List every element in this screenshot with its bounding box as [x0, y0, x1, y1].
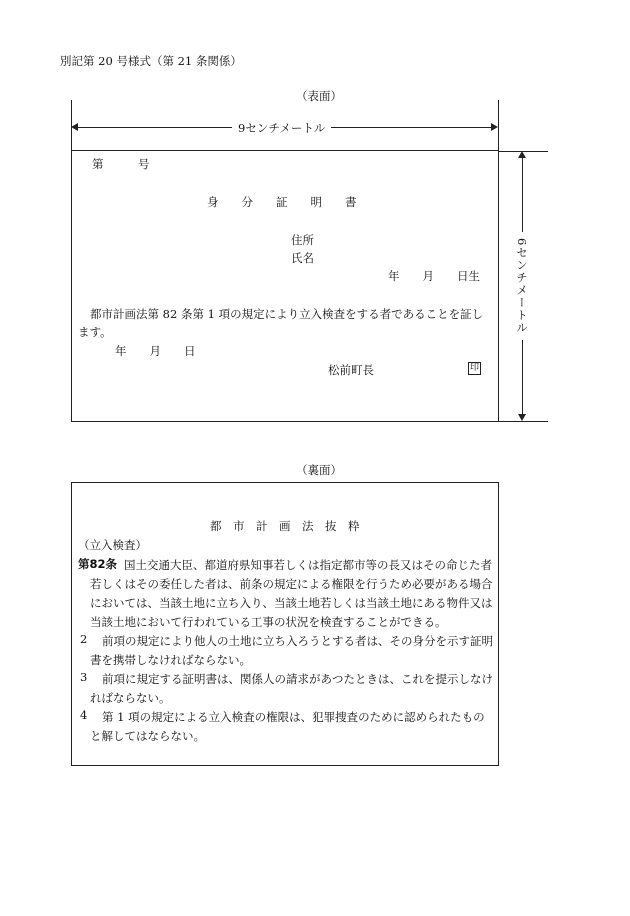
width-dimension-label: 9センチメートル: [232, 120, 331, 136]
front-side-label: （表面）: [296, 89, 342, 103]
section-heading: （立入検査）: [78, 538, 147, 552]
clause-4-text: 第 1 項の規定による立入検査の権限は、犯罪捜査のために認められたものと解してはならない。: [90, 710, 485, 743]
issuer-label: 松前町長: [328, 363, 374, 377]
address-label: 住所: [291, 233, 314, 247]
issue-date-label: 年 月 日: [115, 344, 196, 358]
height-dimension-label: 6センチメートル: [514, 232, 530, 340]
id-card-front: [71, 150, 499, 422]
name-label: 氏名: [291, 251, 314, 265]
statement-line-2: ます。: [78, 325, 112, 339]
height-dimension-bottom-tick: [498, 421, 548, 422]
seal-stamp: 印: [469, 363, 479, 373]
card-title: 身 分 証 明 書: [207, 195, 357, 209]
card-number-label: 第 号: [92, 157, 150, 171]
birth-date-label: 年 月 日生: [388, 269, 480, 283]
clause-2-text: 前項の規定により他人の土地に立ち入ろうとする者は、その身分を示す証明書を携帯しなければならない。: [90, 634, 493, 667]
clause-2-number: 2: [80, 632, 88, 646]
clause-4-number: 4: [80, 708, 88, 722]
statement-line-1: 都市計画法第 82 条第 1 項の規定により立入検査をする者であることを証し: [90, 307, 484, 321]
height-arrow-up-icon: [518, 151, 526, 158]
width-arrow-right-icon: [491, 123, 498, 131]
width-arrow-left-icon: [71, 123, 78, 131]
back-side-label: （裏面）: [296, 463, 342, 477]
article-label: 第82条: [78, 557, 118, 571]
article-82-text: 国土交通大臣、都道府県知事若しくは指定都市等の長又はその命じた者若しくはその委任した者は、前条の規定による権限を行うため必要がある場合においては、当該土地に立ち入り、当該土地若しくは当該土地にある物件又は当該土地において行われている工事の状況を検査することができる。: [90, 558, 493, 629]
width-dimension-right-tick: [498, 100, 499, 150]
clause-3-number: 3: [80, 670, 88, 684]
height-arrow-down-icon: [518, 414, 526, 421]
clause-3-text: 前項に規定する証明書は、関係人の請求があつたときは、これを提示しなければならない。: [90, 672, 493, 705]
form-title: 別記第 20 号様式（第 21 条関係）: [60, 54, 242, 68]
law-excerpt-title: 都 市 計 画 法 抜 粋: [210, 519, 360, 533]
